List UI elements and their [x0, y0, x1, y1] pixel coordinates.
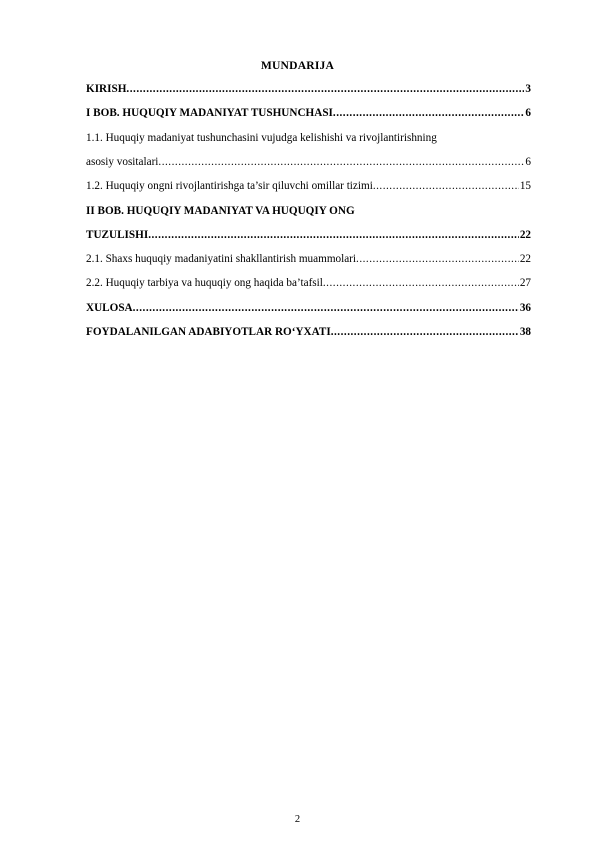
toc-entry-page: 38 — [519, 326, 531, 338]
toc-entry-text: 1.2. Huquqiy ongni rivojlantirishga ta’sir qiluvchi omillar tizimi — [86, 180, 373, 192]
toc-entry-text: TUZULISHI — [86, 229, 149, 241]
toc-entry-page: 3 — [525, 83, 531, 95]
toc-entry-references — [86, 326, 531, 342]
toc-entry-page: 36 — [519, 302, 531, 314]
toc-entry-text: XULOSA — [86, 302, 133, 314]
toc-entry-chapter-2 — [86, 229, 531, 245]
toc-entry-chapter-2-line1: II BOB. HUQUQIY MADANIYAT VA HUQUQIY ONG — [86, 205, 355, 217]
dot-leader — [148, 229, 519, 241]
toc-entry-section-1-1-line1: 1.1. Huquqiy madaniyat tushunchasini vujudga kelishishi va rivojlantirishning — [86, 132, 437, 144]
dot-leader — [133, 302, 519, 314]
toc-title: MUNDARIJA — [260, 59, 335, 72]
toc-entry-page: 22 — [519, 229, 531, 241]
toc-entry-text: KIRISH — [86, 83, 127, 95]
toc-entry-xulosa — [86, 302, 531, 318]
dot-leader — [373, 180, 519, 192]
toc-entry-page: 6 — [525, 156, 531, 168]
dot-leader — [331, 326, 519, 338]
toc-entry-page: 15 — [519, 180, 531, 192]
toc-entry-section-2-2 — [86, 277, 531, 293]
toc-entry-text: FOYDALANILGAN ADABIYOTLAR RO‘YXATI — [86, 326, 331, 338]
toc-entry-section-2-1 — [86, 253, 531, 269]
toc-entry-page: 22 — [519, 253, 531, 265]
toc-entry-page: 27 — [519, 277, 531, 289]
toc-entry-chapter-1 — [86, 107, 531, 123]
dot-leader — [356, 253, 519, 265]
toc-entry-section-1-1 — [86, 156, 531, 172]
dot-leader — [333, 107, 525, 119]
toc-entry-text: 2.1. Shaxs huquqiy madaniyatini shakllantirish muammolari — [86, 253, 357, 265]
toc-entry-text: 2.2. Huquqiy tarbiya va huquqiy ong haqida ba’tafsil — [86, 277, 323, 289]
toc-entry-page: 6 — [525, 107, 531, 119]
toc-entry-text: I BOB. HUQUQIY MADANIYAT TUSHUNCHASI — [86, 107, 333, 119]
toc-entry-kirish — [86, 83, 531, 99]
dot-leader — [323, 277, 519, 289]
page-number: 2 — [294, 814, 301, 825]
toc-entry-text: asosiy vositalari — [86, 156, 159, 168]
toc-entry-section-1-2 — [86, 180, 531, 196]
dot-leader — [126, 83, 524, 95]
dot-leader — [158, 156, 524, 168]
